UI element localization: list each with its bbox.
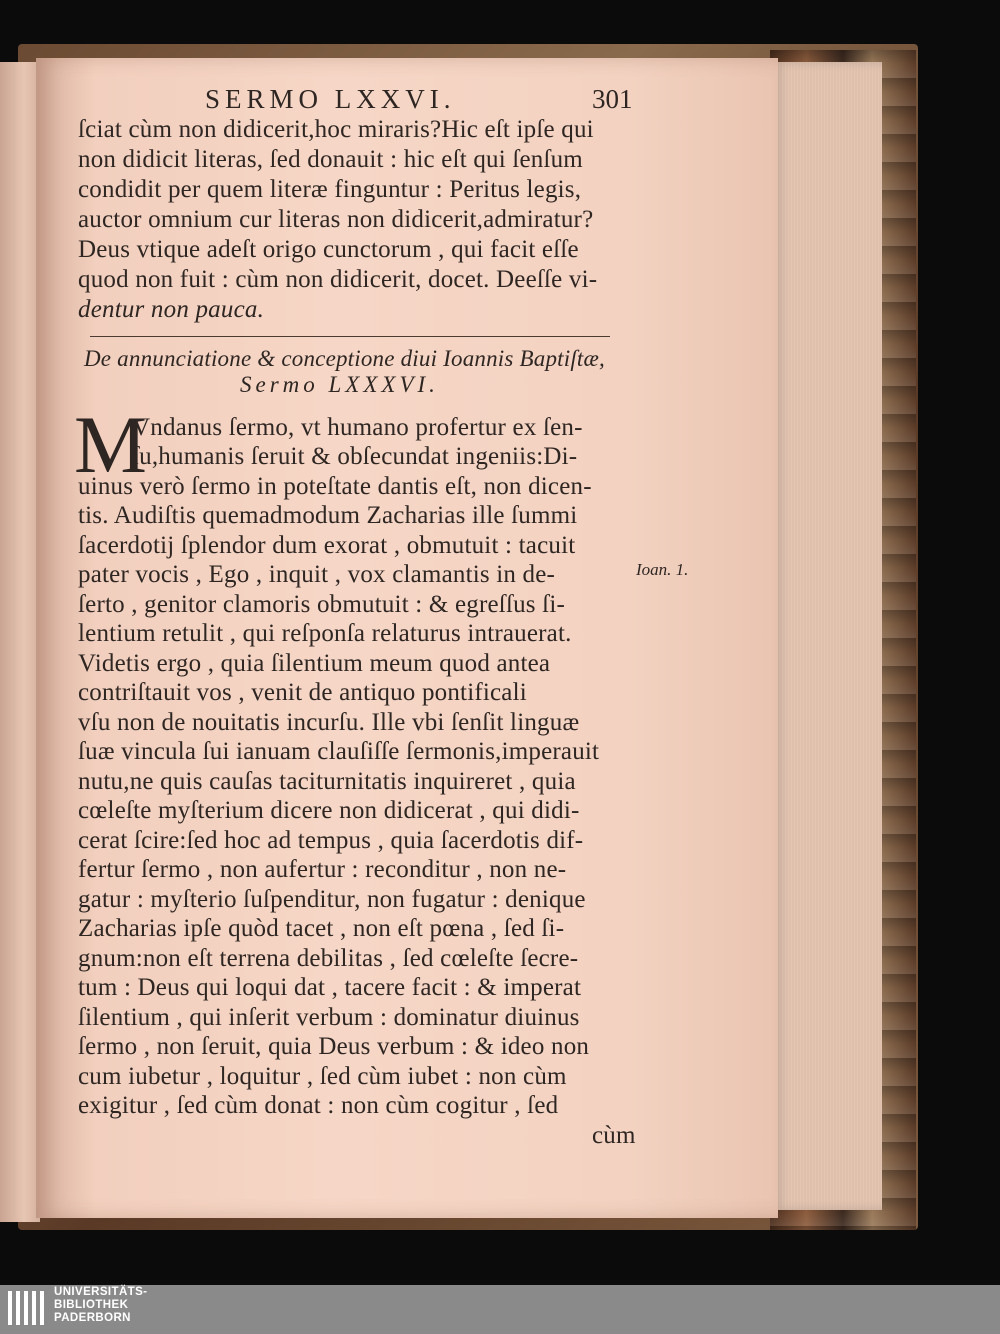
section-divider	[90, 336, 610, 337]
margin-note: Ioan. 1.	[636, 560, 689, 579]
text-line: ſu,humanis ſeruit & obſecundat ingeniis:Di-	[132, 443, 578, 470]
text-line: ſermo , non ſeruit, quia Deus verbum : & ideo non	[78, 1033, 590, 1060]
text-line: exigitur , ſed cùm donat : non cùm cogitur , ſed	[78, 1092, 559, 1119]
text-line: cum iubetur , loquitur , ſed cùm iubet : non cùm	[78, 1063, 567, 1090]
library-name	[54, 1286, 147, 1325]
text-line: ſuæ vincula ſui ianuam clauſiſſe ſermonis,imperauit	[78, 738, 600, 765]
text-line: fertur ſermo , non aufertur : reconditur , non ne-	[78, 856, 567, 883]
page-edges	[772, 62, 882, 1210]
library-name-line: UNIVERSITÄTS-	[54, 1286, 148, 1298]
text-line: nutu,ne quis cauſas taciturnitatis inquireret , quia	[78, 768, 576, 795]
text-line: auctor omnium cur literas non didicerit,admiratur?	[78, 206, 594, 233]
text-line: uinus verò ſermo in poteſtate dantis eſt, non dicen-	[78, 473, 592, 500]
text-line: ſilentium , qui inſerit verbum : dominatur diuinus	[78, 1004, 580, 1031]
text-line: condidit per quem literæ finguntur : Peritus legis,	[78, 176, 582, 203]
page-number: 301	[592, 84, 633, 114]
section-title: De annunciatione & conceptione diui Ioannis Baptiſtæ,	[84, 346, 605, 371]
library-logo-icon	[4, 1287, 48, 1331]
text-line: quod non fuit : cùm non didicerit, docet. Deeſſe vi-	[78, 266, 598, 293]
left-page-edge	[0, 62, 40, 1222]
text-line: pater vocis , Ego , inquit , vox clamantis in de-	[78, 561, 556, 588]
drop-cap: M	[74, 399, 147, 490]
text-line: ſerto , genitor clamoris obmutuit : & egreſſus ſi-	[78, 591, 565, 618]
text-line: contriſtauit vos , venit de antiquo pontificali	[78, 679, 527, 706]
section-subtitle: Sermo LXXXVI.	[240, 372, 439, 397]
text-line: cœleſte myſterium dicere non didicerat , qui didi-	[78, 797, 580, 824]
text-line: gatur : myſterio ſuſpenditur, non fugatur : denique	[78, 886, 586, 913]
text-line: dentur non pauca.	[78, 296, 265, 323]
text-line: Videtis ergo , quia ſilentium meum quod antea	[78, 650, 551, 677]
text-line: cerat ſcire:ſed hoc ad tempus , quia ſacerdotis dif-	[78, 827, 584, 854]
text-line: lentium retulit , qui reſponſa relaturus intrauerat.	[78, 620, 572, 647]
library-name-line: BIBLIOTHEK	[54, 1299, 129, 1311]
catchword: cùm	[592, 1122, 636, 1149]
text-line: ſacerdotij ſplendor dum exorat , obmutuit : tacuit	[78, 532, 576, 559]
running-title: SERMO LXXVI.	[205, 84, 456, 114]
text-line: tum : Deus qui loqui dat , tacere facit : & imperat	[78, 974, 582, 1001]
text-line: vſu non de nouitatis incurſu. Ille vbi ſenſit linguæ	[78, 709, 580, 736]
text-line: Zacharias ipſe quòd tacet , non eſt pœna , ſed ſi-	[78, 915, 565, 942]
text-line: tis. Audiſtis quemadmodum Zacharias ille ſummi	[78, 502, 578, 529]
text-line: Deus vtique adeſt origo cunctorum , qui facit eſſe	[78, 236, 579, 263]
text-line: non didicit literas, ſed donauit : hic eſt qui ſenſum	[78, 146, 583, 173]
footer-bar	[0, 1285, 1000, 1334]
text-line: Vndanus ſermo, vt humano profertur ex ſen-	[132, 414, 583, 441]
library-name-line: PADERBORN	[54, 1312, 131, 1324]
text-line: ſciat cùm non didicerit,hoc miraris?Hic eſt ipſe qui	[78, 116, 594, 143]
text-line: gnum:non eſt terrena debilitas , ſed cœleſte ſecre-	[78, 945, 579, 972]
